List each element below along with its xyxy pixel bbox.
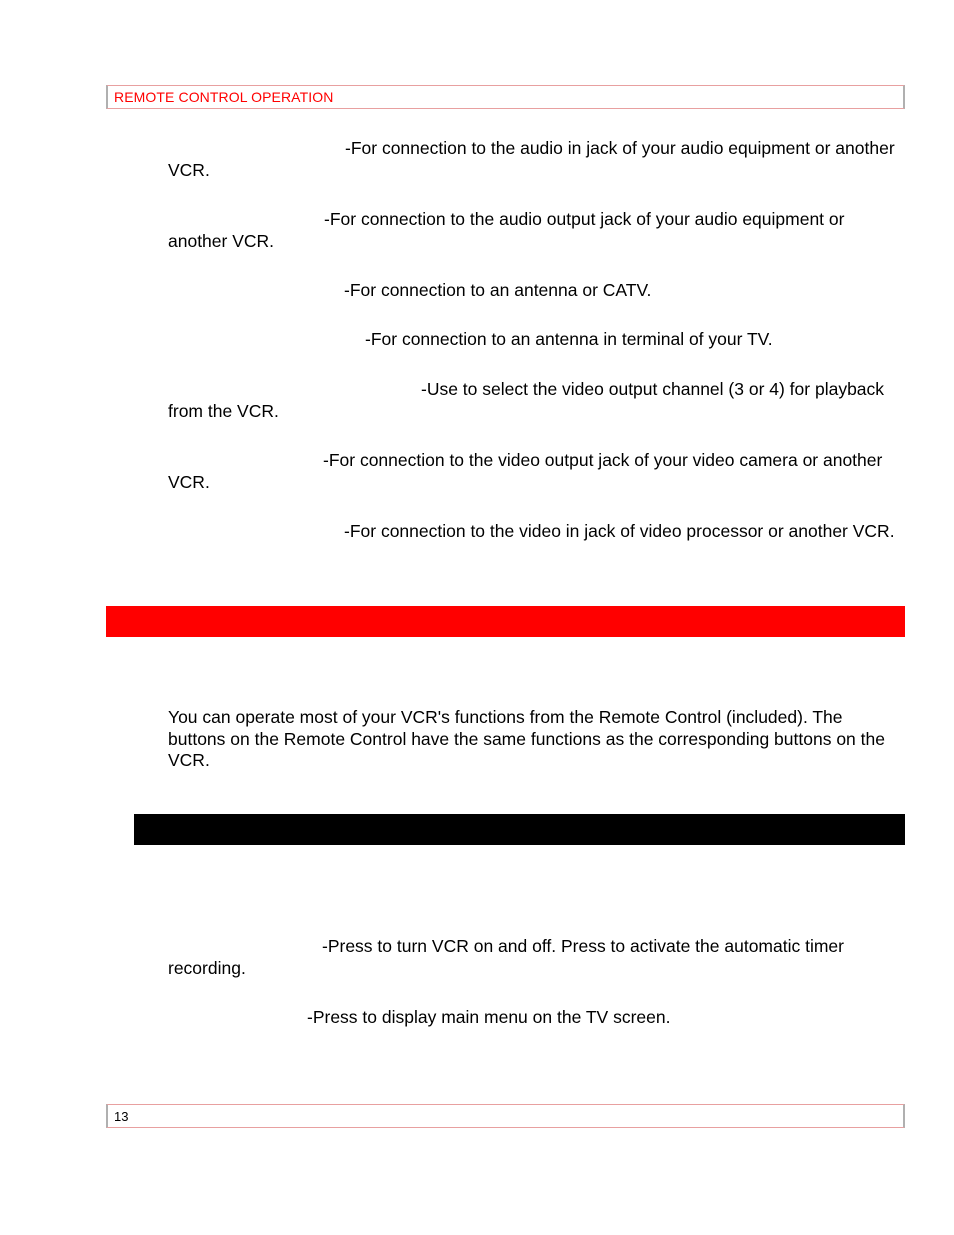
channel-switch-description: -Use to select the video output channel (3 or 4) for playback from the VCR.: [168, 379, 885, 421]
page-footer: [106, 1104, 905, 1128]
antenna-out-description: -For connection to an antenna in terminal of your TV.: [365, 329, 773, 349]
video-in-description: -For connection to the video output jack of your video camera or another VCR.: [168, 450, 883, 492]
section-bar-red: [106, 606, 905, 637]
video-out-description: -For connection to the video in jack of video processor or another VCR.: [344, 521, 895, 541]
page-header: [106, 85, 905, 109]
section-bar-black: [134, 814, 905, 845]
antenna-in-description: -For connection to an antenna or CATV.: [344, 280, 652, 300]
remote-intro-paragraph: You can operate most of your VCR's functions from the Remote Control (included). The buttons on the Remote Control have the same functions as the corresponding buttons on the VCR.: [168, 707, 885, 770]
audio-in-description: -For connection to the audio output jack of your audio equipment or another VCR.: [168, 209, 845, 251]
menu-button-description: -Press to display main menu on the TV screen.: [307, 1007, 671, 1027]
power-button-description: -Press to turn VCR on and off. Press to activate the automatic timer recording.: [168, 936, 844, 978]
page-number: 13: [114, 1109, 129, 1124]
header-title: REMOTE CONTROL OPERATION: [114, 89, 334, 105]
audio-out-description: -For connection to the audio in jack of your audio equipment or another VCR.: [168, 138, 895, 180]
